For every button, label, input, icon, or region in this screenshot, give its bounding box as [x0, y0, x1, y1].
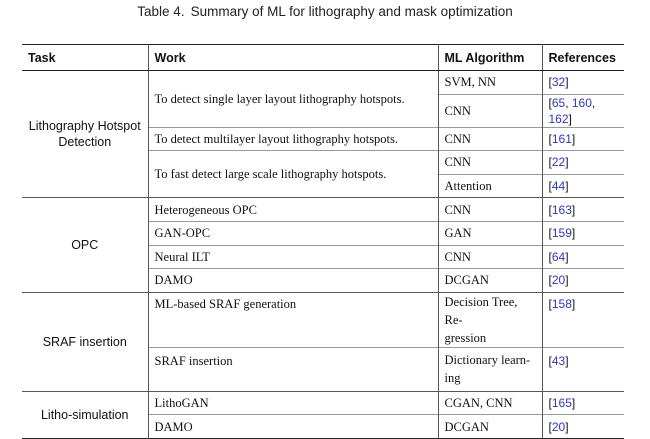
- table-row: [22, 198, 624, 222]
- task-cell: SRAF insertion: [22, 292, 148, 391]
- citation-link[interactable]: 32: [551, 75, 566, 90]
- references-cell: [65, 160, 162]: [542, 94, 624, 127]
- task-cell: Litho-simulation: [22, 391, 148, 438]
- citation-link[interactable]: 165: [551, 396, 572, 411]
- algorithm-cell: CNN: [438, 94, 542, 127]
- algorithm-cell: CGAN, CNN: [438, 391, 542, 415]
- work-cell: DAMO: [148, 269, 438, 293]
- header-work: Work: [148, 45, 438, 71]
- task-cell: OPC: [22, 198, 148, 292]
- algorithm-cell: CNN: [438, 151, 542, 175]
- algorithm-cell: CNN: [438, 198, 542, 222]
- algorithm-cell: CNN: [438, 127, 542, 151]
- caption-label: Table 4.: [137, 4, 185, 19]
- table-row: [22, 391, 624, 415]
- references-cell: [22]: [542, 151, 624, 175]
- algorithm-cell: Attention: [438, 174, 542, 198]
- references-cell: [161]: [542, 127, 624, 151]
- table-row: [22, 71, 624, 95]
- work-cell: Heterogeneous OPC: [148, 198, 438, 222]
- citation-link[interactable]: 158: [551, 296, 572, 311]
- algorithm-cell: Dictionary learn- ing: [438, 347, 542, 391]
- work-cell: Neural ILT: [148, 245, 438, 269]
- table-caption: [0, 4, 650, 19]
- citation-link[interactable]: 65: [551, 95, 566, 110]
- ml-summary-table: [22, 44, 624, 439]
- algorithm-cell: DCGAN: [438, 269, 542, 293]
- references-cell: [159]: [542, 221, 624, 245]
- references-cell: [44]: [542, 174, 624, 198]
- header-algorithm: ML Algorithm: [438, 45, 542, 71]
- citation-link[interactable]: 20: [551, 273, 566, 288]
- header-row: [22, 45, 624, 71]
- work-cell: GAN-OPC: [148, 221, 438, 245]
- citation-link[interactable]: 159: [551, 226, 572, 241]
- header-task: Task: [22, 45, 148, 71]
- caption-text: Summary of ML for lithography and mask optimization: [190, 4, 513, 19]
- references-cell: [163]: [542, 198, 624, 222]
- references-cell: [32]: [542, 71, 624, 95]
- work-cell: ML-based SRAF generation: [148, 292, 438, 347]
- algorithm-cell: SVM, NN: [438, 71, 542, 95]
- references-cell: [20]: [542, 269, 624, 293]
- references-cell: [158]: [542, 292, 624, 347]
- algorithm-cell: GAN: [438, 221, 542, 245]
- table-row: [22, 292, 624, 347]
- references-cell: [165]: [542, 391, 624, 415]
- citation-link[interactable]: 64: [551, 249, 566, 264]
- work-cell: To fast detect large scale lithography hotspots.: [148, 151, 438, 198]
- algorithm-cell: CNN: [438, 245, 542, 269]
- references-cell: [20]: [542, 415, 624, 439]
- work-cell: DAMO: [148, 415, 438, 439]
- citation-link[interactable]: 161: [551, 131, 572, 146]
- citation-link[interactable]: 22: [551, 155, 566, 170]
- work-cell: To detect single layer layout lithography hotspots.: [148, 71, 438, 128]
- citation-link[interactable]: 44: [551, 179, 566, 194]
- citation-link[interactable]: 20: [551, 419, 566, 434]
- algorithm-cell: Decision Tree, Re- gression: [438, 292, 542, 347]
- work-cell: SRAF insertion: [148, 347, 438, 391]
- references-cell: [64]: [542, 245, 624, 269]
- references-cell: [43]: [542, 347, 624, 391]
- task-cell: Lithography Hotspot Detection: [28, 119, 141, 150]
- algorithm-cell: DCGAN: [438, 415, 542, 439]
- header-references: References: [542, 45, 624, 71]
- citation-link[interactable]: 162: [548, 111, 569, 126]
- work-cell: To detect multilayer layout lithography hotspots.: [148, 127, 438, 151]
- citation-link[interactable]: 160: [571, 95, 592, 110]
- work-cell: LithoGAN: [148, 391, 438, 415]
- citation-link[interactable]: 163: [551, 202, 572, 217]
- citation-link[interactable]: 43: [551, 353, 566, 368]
